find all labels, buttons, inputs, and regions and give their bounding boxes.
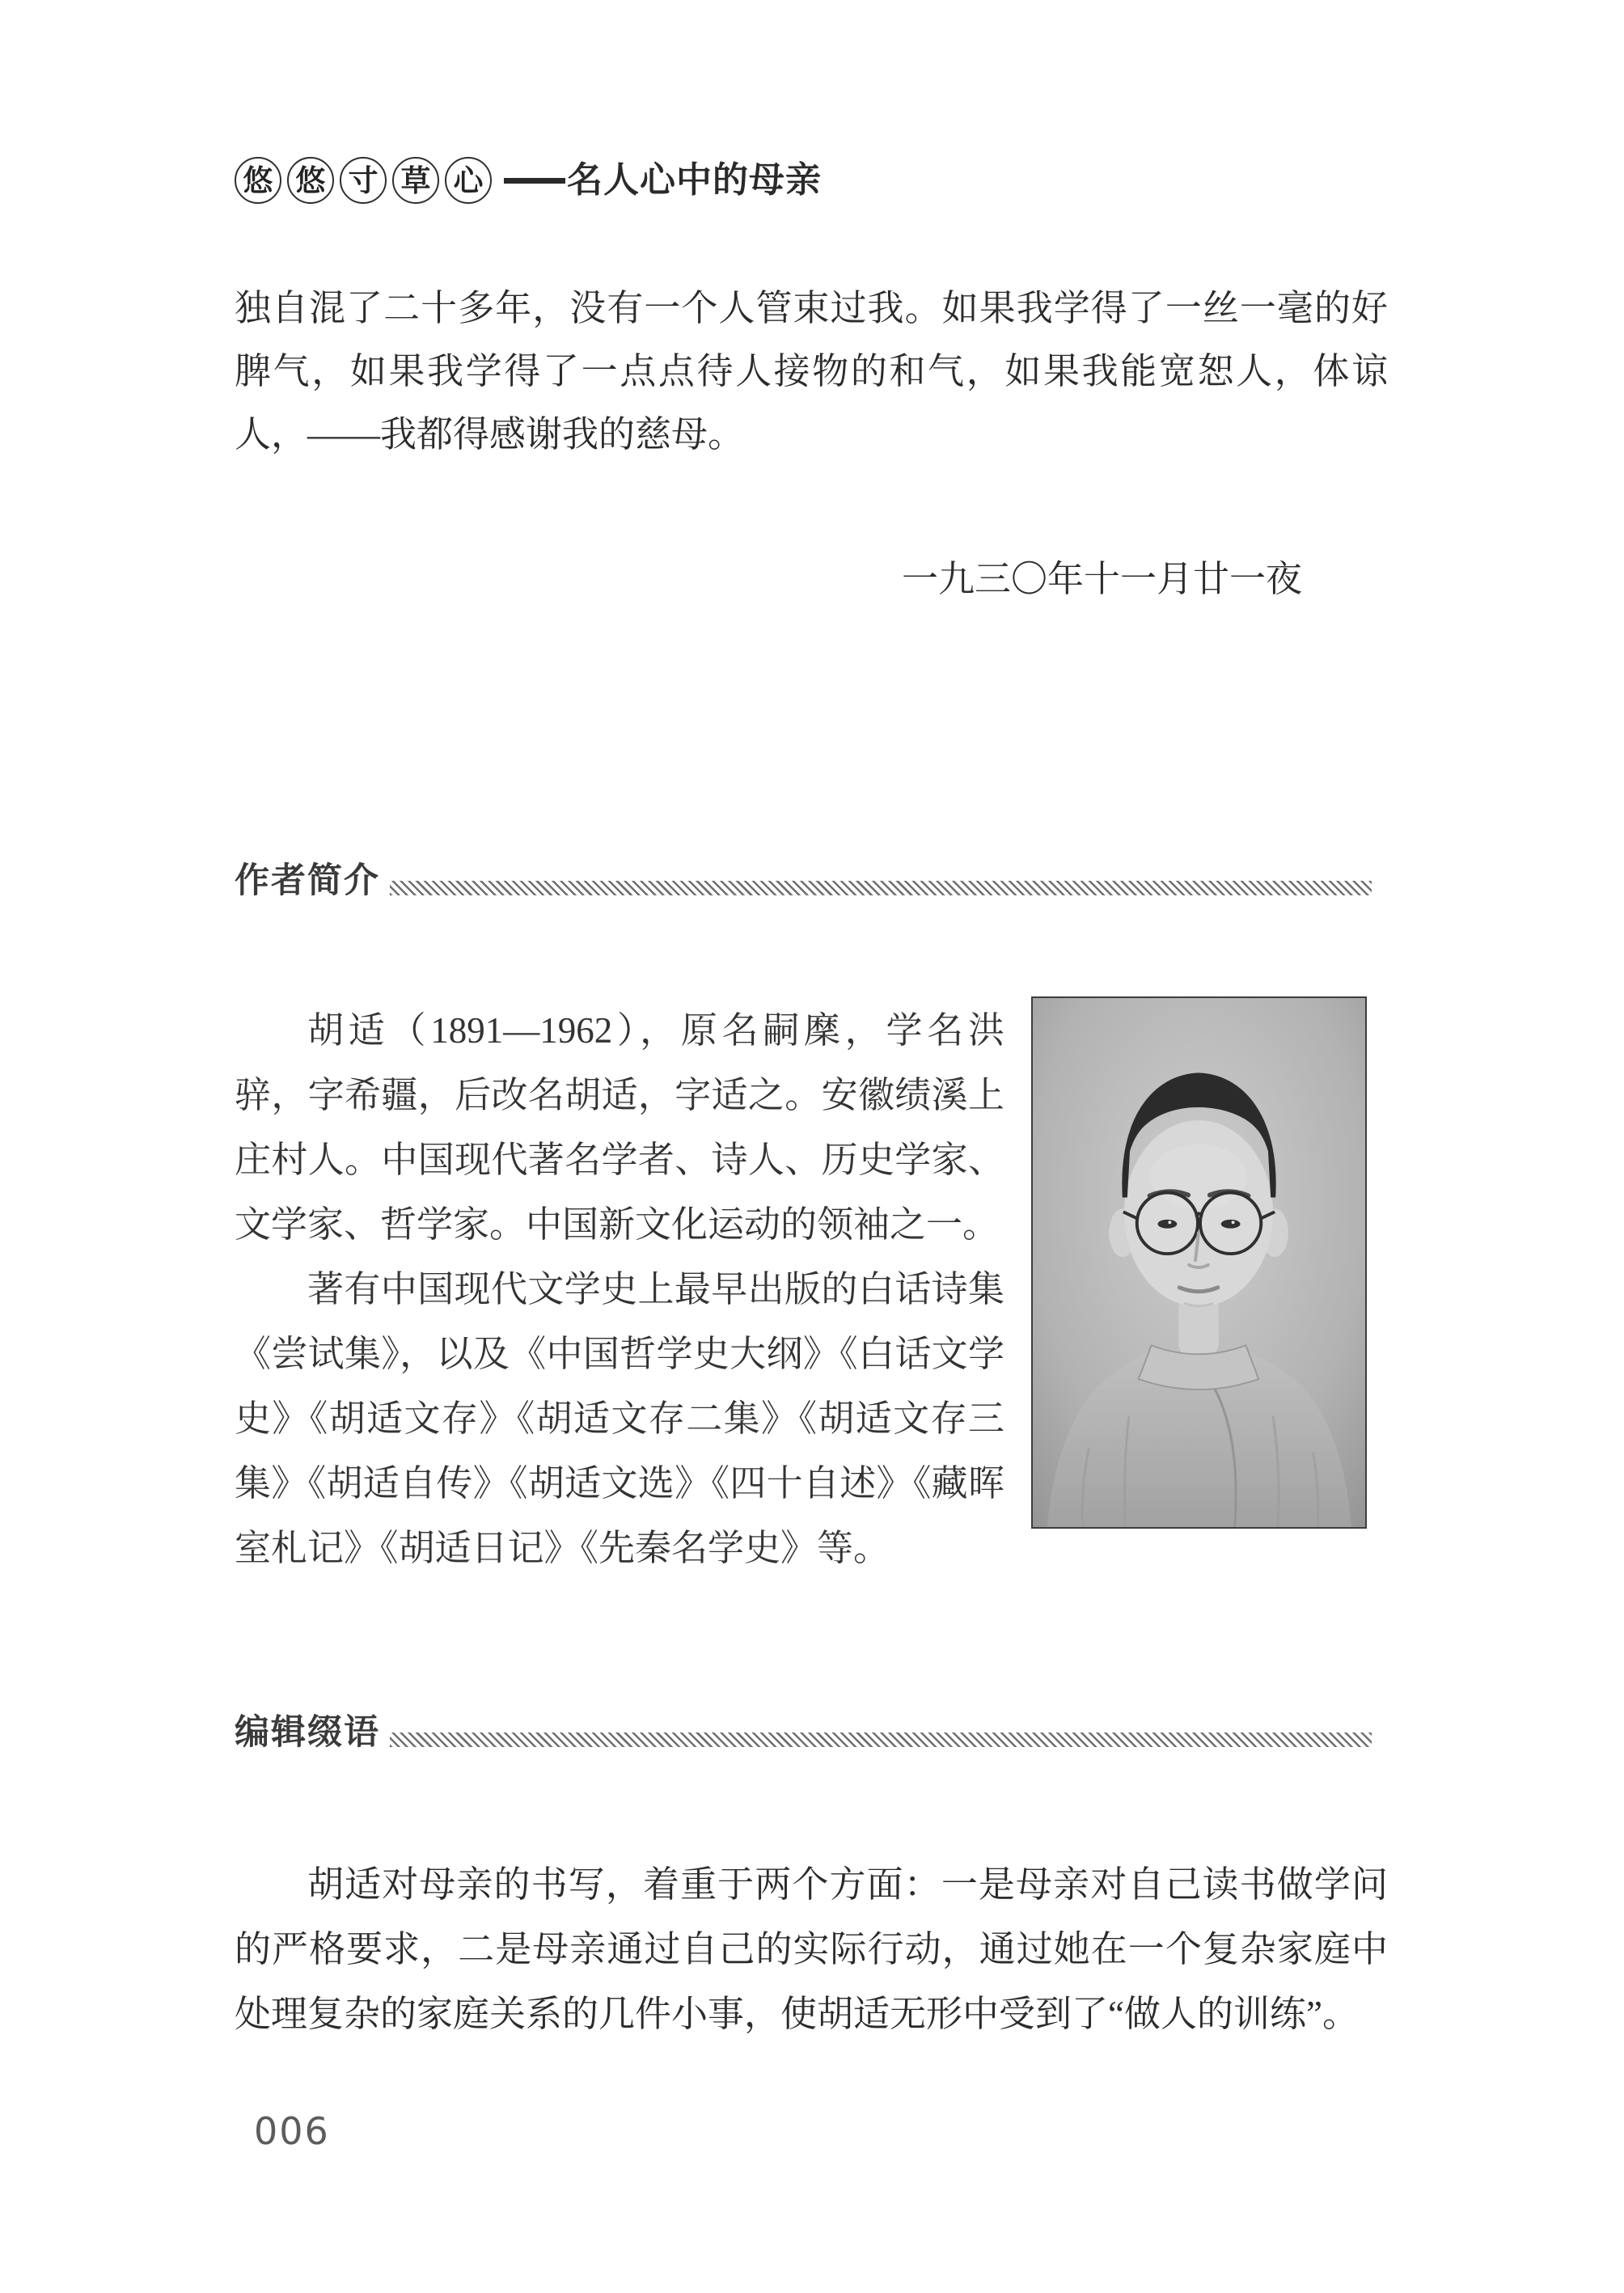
- circled-char: 悠: [287, 157, 334, 204]
- hatch-rule: [390, 1732, 1372, 1747]
- section-header-author-intro: [235, 861, 1388, 900]
- circled-char: 寸: [340, 157, 387, 204]
- portrait-illustration: [1033, 998, 1365, 1527]
- excerpt-paragraph: [235, 277, 1388, 466]
- editor-note-paragraph: 胡适对母亲的书写，着重于两个方面：一是母亲对自己读书做学问的严格要求，二是母亲通过自己的实际行动，通过她在一个复杂家庭中处理复杂的家庭关系的几件小事，使胡适无形中受到了“做人的训练”。: [235, 1864, 1388, 2034]
- editor-note: [235, 1852, 1388, 2046]
- series-subtitle: 名人心中的母亲: [567, 160, 822, 200]
- author-bio-paragraph: 胡适（1891—1962），原名嗣穈，学名洪骍，字希疆，后改名胡适，字适之。安徽绩溪上庄村人。中国现代著名学者、诗人、历史学家、文学家、哲学家。中国新文化运动的领袖之一。: [235, 1010, 1004, 1245]
- section-header-editor-note: [235, 1713, 1388, 1752]
- section-title: 作者简介: [235, 861, 380, 900]
- page-number: 006: [254, 2109, 330, 2153]
- excerpt-date: 一九三〇年十一月廿一夜: [901, 559, 1302, 599]
- running-head: [235, 155, 822, 205]
- hu-shi-portrait-photo: [1031, 996, 1367, 1529]
- circled-char: 草: [392, 157, 439, 204]
- circled-char: 心: [445, 157, 492, 204]
- section-title: 编辑缀语: [235, 1713, 380, 1752]
- circled-char: 悠: [235, 157, 281, 204]
- author-bio-paragraph: 著有中国现代文学史上最早出版的白话诗集《尝试集》，以及《中国哲学史大纲》《白话文学史》《胡适文存》《胡适文存二集》《胡适文存三集》《胡适自传》《胡适文选》《四十自述》《藏晖室札记》《胡适日记》《先秦名学史》等。: [235, 1269, 1004, 1568]
- author-bio: [235, 998, 1004, 1580]
- em-dash-rule: [504, 178, 565, 184]
- excerpt-text: 独自混了二十多年，没有一个人管束过我。如果我学得了一丝一毫的好脾气，如果我学得了一点点待人接物的和气，如果我能宽恕人，体谅人，——我都得感谢我的慈母。: [235, 288, 1388, 455]
- hatch-rule: [390, 881, 1372, 895]
